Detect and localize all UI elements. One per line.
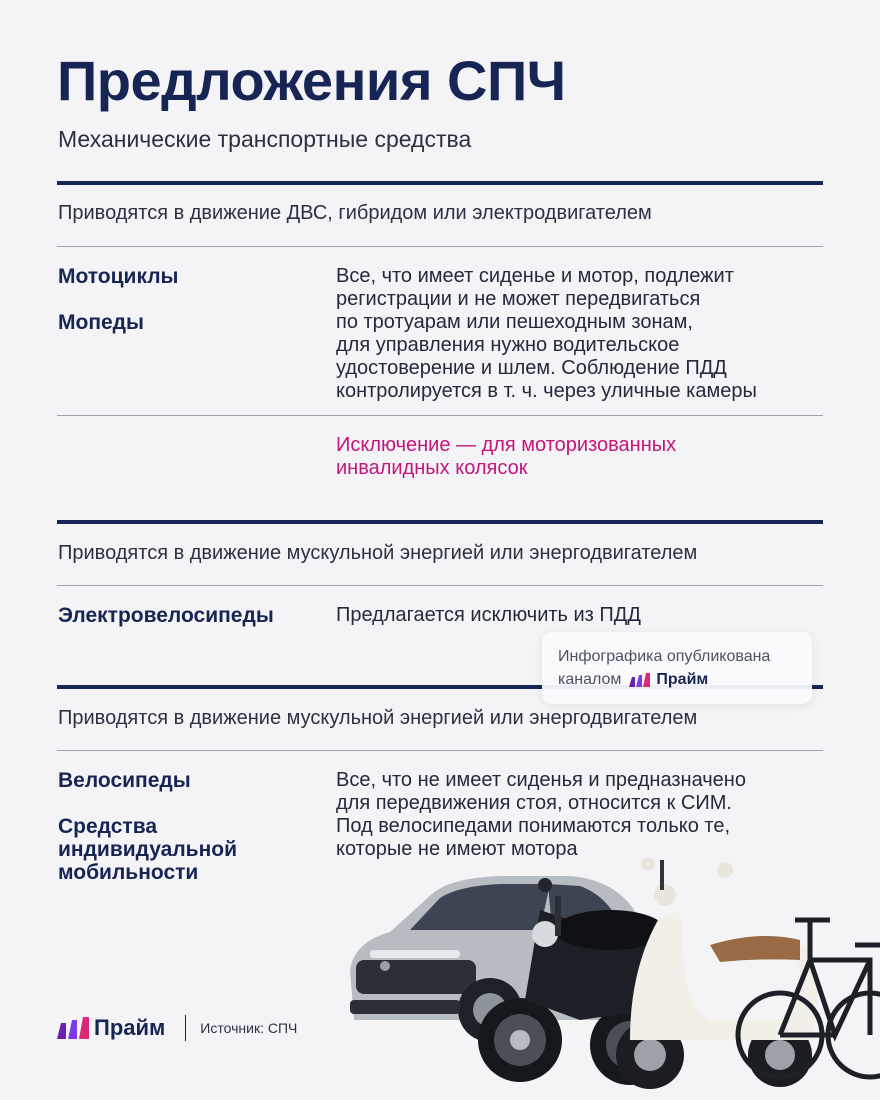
publication-overlay	[542, 632, 812, 704]
overlay-brand-name: Прайм	[656, 671, 709, 688]
row-divider	[57, 246, 823, 247]
category-description: Все, что не имеет сиденья и предназначено для передвижения стоя, относится к СИМ. Под велосипедами понимаются только те, которые не имеют мотора	[336, 769, 746, 860]
prime-logo-icon	[629, 673, 651, 687]
source-credit: Источник: СПЧ	[200, 1020, 298, 1036]
category-label-bicycles: Велосипеды	[58, 769, 191, 792]
section-heading: Приводятся в движение ДВС, гибридом или электродвигателем	[58, 202, 652, 224]
category-label-mopeds: Мопеды	[58, 311, 144, 334]
category-description: Все, что имеет сиденье и мотор, подлежит регистрации и не может передвигаться по тротуарам или пешеходным зонам, для управления нужно водительское удостоверение и шлем. Соблюдение ПДД контролируется в т. ч. через уличные камеры	[336, 265, 757, 402]
footer-separator	[185, 1015, 186, 1041]
section-heading: Приводятся в движение мускульной энергией или энергодвигателем	[58, 707, 698, 729]
overlay-channel-text: каналом	[558, 671, 622, 688]
row-divider	[57, 585, 823, 586]
category-label-personal-mobility: Средства индивидуальной мобильности	[58, 815, 237, 884]
overlay-text-line2	[558, 671, 708, 689]
overlay-text: Инфографика опубликована	[558, 648, 771, 665]
scooter-icon	[616, 857, 818, 1089]
vehicles-illustration	[340, 850, 880, 1100]
category-label-ebikes: Электровелосипеды	[58, 604, 274, 627]
footer	[57, 1015, 297, 1041]
category-description: Предлагается исключить из ПДД	[336, 604, 641, 626]
footer-brand-name: Прайм	[94, 1015, 166, 1040]
section-heading: Приводятся в движение мускульной энергией или энергодвигателем	[58, 542, 698, 564]
footer-brand	[57, 1015, 165, 1041]
category-label-motorcycles: Мотоциклы	[58, 265, 179, 288]
row-divider	[57, 750, 823, 751]
row-divider	[57, 415, 823, 416]
section-divider	[57, 520, 823, 524]
page-subtitle: Механические транспортные средства	[58, 126, 472, 152]
exception-note: Исключение — для моторизованных инвалидных колясок	[336, 434, 677, 479]
page-title: Предложения СПЧ	[57, 49, 566, 112]
section-divider	[57, 181, 823, 185]
prime-logo-icon	[57, 1017, 89, 1039]
overlay-brand	[629, 671, 708, 689]
